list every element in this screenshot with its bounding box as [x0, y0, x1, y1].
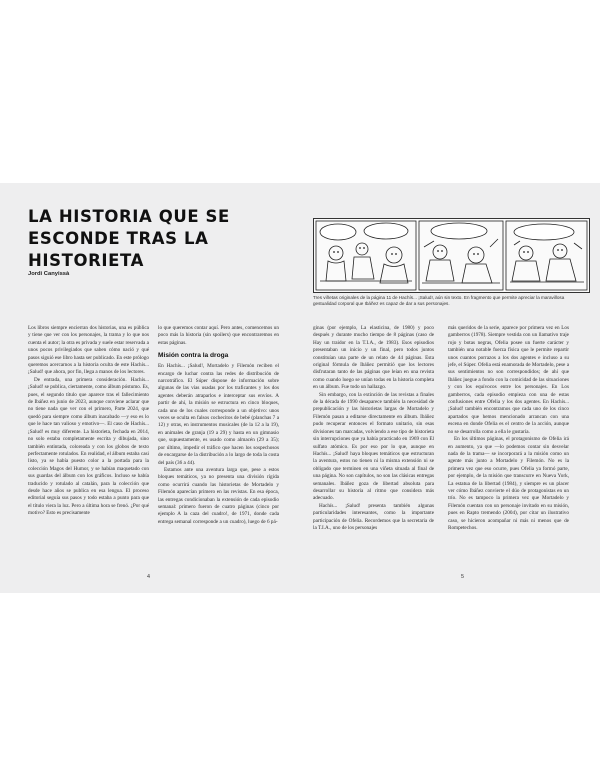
text-column-1 — [28, 325, 149, 577]
author-byline: Jordi Canyissà — [28, 271, 70, 277]
illustration-caption: Tres viñetas originales de la página 11 de Hachís... ¡Salud!, aún sin texto. En fragmento que permite apreciar la maravillosa gestualidad corporal que Ibáñez es capaz de dar a sus personajes. — [313, 295, 565, 306]
text-column-2 — [158, 325, 279, 577]
paragraph: De entrada, una primera consideración. Hachís... ¡Salud! se publica, ciertamente, como álbum póstumo. Es, pues, el segundo título que aparece tras el fallecimiento de Ibáñez en junio de 2023, aunque conviene aclarar que no tiene nada que ver con el primero, Parte 2024, que quedó para siempre como álbum inacabado —y eso es lo que le hace tan valioso y emotivo—. El caso de Hachís... ¡Salud! es muy diferente. La historieta, fechada en 2014, no solo estaba completamente escrita y dibujada, sino también entintada, coloreada y con los globos de texto perfectamente rotulados. En realidad, el álbum estaba casi listo, ya se había puesto color a la portada para la colección Magos del Humor, y se habían maquetado con sus guardas del álbum con los gráficos. Incluso se había traducido y rotulado al catalán, para la colección que desde hace años se publica en esa lengua. El proceso editorial seguía sus pasos y todo estaba a punto para que el título viera la luz. Pero a última hora se frenó. ¿Por qué motivo? Esto es precisamente — [28, 376, 149, 517]
paragraph: lo que queremos contar aquí. Pero antes, comencemos un poco más la historia (sin spoilers) que encontraremos en estas páginas. — [158, 325, 279, 346]
paragraph: ginas (por ejemplo, La elasticina, de 1980) y poco después y durante mucho tiempo de 8 páginas (caso de Hay un traidor en la T.I.A., de 1983). Esos episodios presentaban un inicio y un final, pero todos juntos constituían una parte de un relato de 44 páginas. Esta original fórmula de Ibáñez permitió que los lectores disfrutaran tanto de las páginas que leían en una revista como cuando luego se unían todas en la historia completa en un álbum. Fue todo un hallazgo. — [313, 325, 434, 391]
text-column-3 — [313, 325, 434, 577]
comic-strip-illustration — [313, 218, 590, 293]
paragraph: En Hachís... ¡Salud!, Mortadelo y Filemón reciben el encargo de luchar contra las redes de distribución de narcotráfico. El Súper dispone de información sobre algunas de las vías usadas por los traficantes y los dos agentes deberán atraparlos e interceptar sus envíos. A partir de ahí, la misión se estructura en cinco bloques, cada uno de los cuales corresponde a un objetivo: unos veces se oculta en falsos cochecitos de bebé (planchas 7 a 12) y otras, en instrumentos musicales (de la 12 a la 19), en animales de granja (19 a 29) y hasta en un gimnasio que, supuestamente, es usado como almacén (29 a 35); por último, impedir el tráfico que hacen los sospechosos de encargarse de la distribución a lo largo de toda la costa del país (36 a 44). — [158, 363, 279, 466]
paragraph: Hachís... ¡Salud! presenta también algunas particularidades interesantes, como la importante participación de Ofelia. Recordemos que la secretaria de la T.I.A., uno de los personajes — [313, 502, 434, 531]
section-heading: Misión contra la droga — [158, 352, 229, 360]
text-column-4 — [448, 325, 569, 577]
paragraph: Estamos ante una aventura larga que, pese a estos bloques temáticos, ya no presenta una división rígida como ocurrirá cuando las historietas de Mortadelo y Filemón aparecían primero en las revistas. En esa época, las entregas condicionaban la extensión de cada episodio semanal: primero fueron de cuatro páginas (cinco por ejemplo A la caza del cuadro!, de 1971, donde cada entrega semanal corresponde a un cuadro), luego de 6 pá- — [158, 466, 279, 525]
left-page — [0, 183, 300, 593]
paragraph: Sin embargo, con la extinción de las revistas a finales de la década de 1990 desaparece también la necesidad de prepublicación y las historietas largas de Mortadelo y Filemón pasan a editarse directamente en álbum. Ibáñez pudo recuperar entonces el formato unitario, sin esas divisiones tan marcadas, volviendo a ese tipo de historieta sin interrupciones que ya había practicado en 1969 con El sulfato atómico. Es por eso por lo que, aunque en Hachís... ¡Salud! haya bloques temáticos que estructuran la aventura, estos no tienen ni la misma extensión ni se obligado que terminen en una viñeta situada al final de una página. No son capítulos, no son las clásicas entregas semanales. Ibáñez goza de libertad absoluta para desarrollar su historia al ritmo que considera más adecuado. — [313, 391, 434, 502]
paragraph: Los libros siempre encierran dos historias, una es pública y tiene que ver con los personajes, la trama y lo que nos cuenta el autor; la otra es privada y suele estar reservada a unos pocos privilegiados que saben cómo nació y qué pasos siguió ese libro hasta ser publicado. En este prólogo queremos acercarnos a la historia oculta de este Hachís... ¡Salud! que ahora, por fin, llega a manos de los lectores. — [28, 325, 149, 376]
book-spread — [0, 183, 600, 593]
paragraph: más queridos de la serie, aparece por primera vez en Los gamberros (1978). Siempre vestida con un llamativo traje rojo y botas negras, Ofelia posee un fuerte carácter y también una notable fuerza física que le permite repartir unos cuantos porrazos a los dos agentes e incluso a su jefe, el Súper. Ofelia está enamorada de Mortadelo, pese a sus sentimientos no son correspondidos; de ahí que Ibáñez juegue a fondo con la comicidad de las situaciones y con los equívocos entre los personajes. En Los gamberros, cada episodio empieza con una de estas confusiones entre Ofelia y los dos agentes. En Hachís... ¡Salud! también encontramos que cada uno de los cinco apartados que hemos mencionado arrancan con una escena en donde Ofelia es el centro de la acción, aunque no se desarrolla como a ella le gustaría. — [448, 325, 569, 435]
page-number: 5 — [461, 574, 464, 580]
right-page — [300, 183, 600, 593]
paragraph: En los últimos páginas, el protagonismo de Ofelia irá en aumento, ya que —lo podemos contar sin desvelar nada de la trama— se incorporará a la misión como un agente más junto a Mortadelo y Filemón. No es la primera vez que eso ocurre, pues Ofelia ya formó parte, por ejemplo, de la misión que transcurre en Nueva York, La estatua de la libertad (1984), y siempre es un placer ver cómo Ibáñez convierte el dúo de protagonistas en un trío. No es tampoco la primera vez que Mortadelo y Filemón cuentan con un personaje invitado en su misión, pues en Rapto tremendo (2004), por citar un ilustrativo caso, se hicieron acompañar ni más ni menos que de Rompetechos. — [448, 436, 569, 531]
comic-panels-drawing — [314, 219, 589, 292]
chapter-title: LA HISTORIA QUE SE ESCONDE TRAS LA HISTORIETA — [28, 207, 230, 270]
page-number: 4 — [147, 574, 150, 580]
